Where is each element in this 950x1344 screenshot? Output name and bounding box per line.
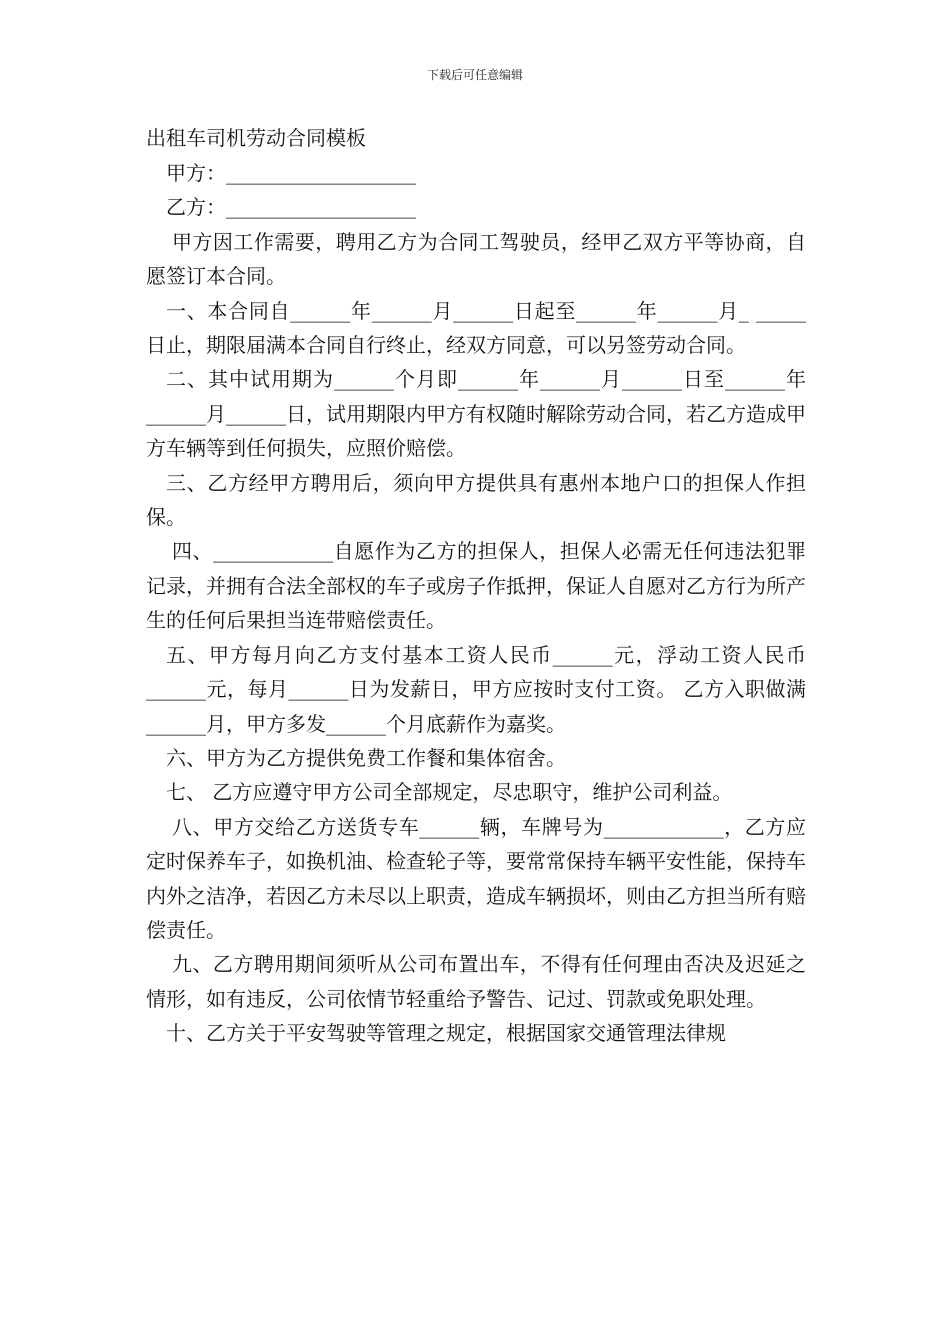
party-b-line: 乙方：___________________: [166, 195, 416, 220]
intro-paragraph: 甲方因工作需要，聘用乙方为合同工驾驶员，经甲乙双方平等协商，自愿签订本合同。: [146, 229, 806, 289]
clause-10: 十、乙方关于平安驾驶等管理之规定，根据国家交通管理法律规: [166, 1021, 726, 1046]
clause-4: 四、____________自愿作为乙方的担保人，担保人必需无任何违法犯罪记录，并拥有合法全部权的车子或房子作抵押，保证人自愿对乙方行为所产生的任何后果担当连带赔偿责任。: [146, 539, 806, 633]
clause-1: 一、本合同自______年______月______日起至______年______月_ _____日止，期限届满本合同自行终止，经双方同意，可以另签劳动合同。: [146, 298, 806, 358]
contract-body: [146, 156, 806, 1051]
page-header: 下载后可任意编辑: [426, 68, 523, 82]
clause-9: 九、乙方聘用期间须听从公司布置出车，不得有任何理由否决及迟延之情形，如有违反，公司依情节轻重给予警告、记过、罚款或免职处理。: [146, 952, 806, 1011]
clause-8: 八、甲方交给乙方送货专车______辆，车牌号为____________，乙方应定时保养车子，如换机油、检查轮子等，要常常保持车辆平安性能，保持车内外之洁净，若因乙方未尽以上职责，造成车辆损坏，则由乙方担当所有赔偿责任。: [146, 814, 806, 942]
clause-2: 二、其中试用期为______个月即______年______月______日至______年______月______日，试用期限内甲方有权随时解除劳动合同，若乙方造成甲方车辆等到任何损失，应照价赔偿。: [146, 367, 806, 461]
clause-3: 三、乙方经甲方聘用后，须向甲方提供具有惠州本地户口的担保人作担保。: [146, 470, 806, 530]
clause-6: 六、甲方为乙方提供免费工作餐和集体宿舍。: [166, 745, 566, 770]
clause-5: 五、甲方每月向乙方支付基本工资人民币______元，浮动工资人民币______元，每月______日为发薪日，甲方应按时支付工资。 乙方入职做满______月，甲方多发______个月底薪作为嘉奖。: [146, 642, 806, 736]
document-title: 出租车司机劳动合同模板: [146, 126, 366, 150]
clause-7: 七、 乙方应遵守甲方公司全部规定，尽忠职守，维护公司利益。: [166, 780, 733, 805]
party-a-line: 甲方：___________________: [166, 161, 416, 185]
